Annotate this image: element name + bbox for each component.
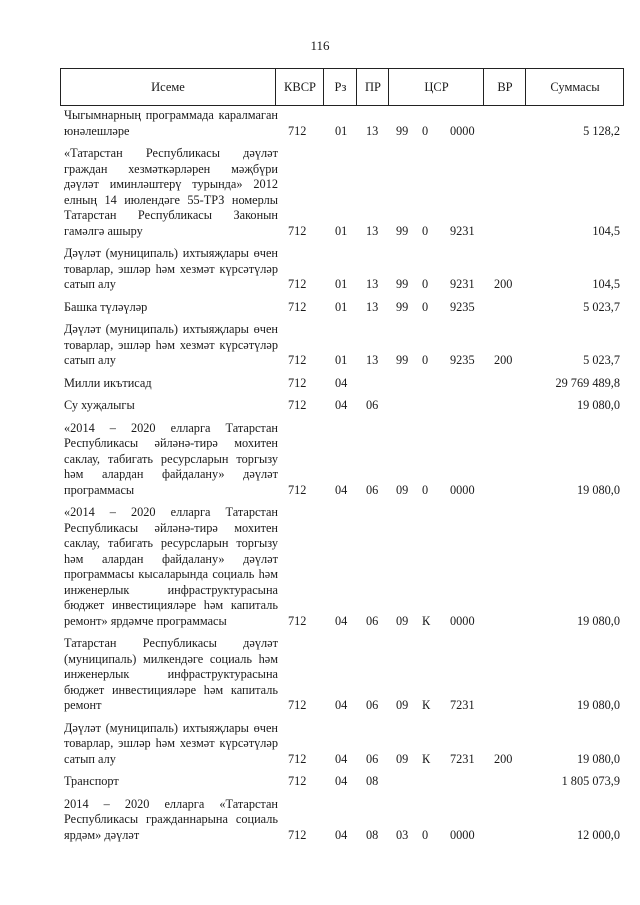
- cell-kvsr: 712: [288, 751, 307, 766]
- table-row: [60, 146, 624, 239]
- cell-rz: 04: [335, 375, 348, 390]
- cell-csr3: 0000: [450, 123, 475, 138]
- cell-rz: 04: [335, 827, 348, 842]
- row-name: 2014 – 2020 елларга «Татарстан Республикасы гражданнарына социаль ярдәм» дәүләт: [64, 796, 278, 842]
- cell-kvsr: 712: [288, 482, 307, 497]
- cell-csr1: 09: [396, 751, 409, 766]
- row-name: «Татарстан Республикасы дәүләт граждан хезмәткәрләрен мәҗбүри дәүләт иминләштерү турында» 2012 елның 14 июлендәге 55-ТРЗ номерлы Татарстан Республикасы Законын гамәлгә ашыру: [64, 146, 278, 238]
- cell-pr: 08: [366, 774, 379, 788]
- cell-csr1: 99: [396, 353, 409, 367]
- cell-vr: 200: [494, 751, 513, 766]
- cell-csr1: 99: [396, 223, 409, 238]
- cell-kvsr: 712: [288, 613, 307, 628]
- cell-kvsr: 712: [288, 827, 307, 842]
- cell-sum: 12 000,0: [576, 827, 620, 842]
- cell-csr1: 03: [396, 827, 409, 842]
- cell-csr3: 0000: [450, 482, 475, 497]
- cell-kvsr: 712: [288, 123, 307, 138]
- cell-rz: 04: [335, 613, 348, 628]
- cell-sum: 19 080,0: [576, 613, 620, 628]
- cell-csr3: 0000: [450, 613, 475, 628]
- cell-sum: 104,5: [592, 223, 620, 238]
- cell-pr: 13: [366, 353, 379, 367]
- cell-csr3: 9235: [450, 299, 475, 314]
- cell-sum: 19 080,0: [576, 698, 620, 712]
- cell-csr3: 9231: [450, 223, 475, 238]
- cell-csr2: 0: [422, 123, 429, 138]
- cell-rz: 04: [335, 698, 348, 712]
- cell-pr: 13: [366, 299, 379, 314]
- cell-kvsr: 712: [288, 299, 307, 314]
- cell-pr: 13: [366, 223, 379, 238]
- cell-csr2: 0: [422, 299, 429, 314]
- header-vr: ВР: [483, 69, 526, 105]
- cell-csr3: 9235: [450, 353, 475, 367]
- row-name: Чыгымнарның программада каралмаган юнәлешләре: [64, 108, 278, 138]
- cell-kvsr: 712: [288, 277, 307, 291]
- header-kvsr: КВСР: [275, 69, 324, 105]
- cell-pr: 06: [366, 613, 379, 628]
- cell-pr: 08: [366, 827, 379, 842]
- cell-pr: 06: [366, 398, 379, 412]
- table-row: [60, 774, 624, 790]
- cell-sum: 5 128,2: [583, 123, 620, 138]
- cell-csr1: 09: [396, 698, 409, 712]
- cell-csr3: 0000: [450, 827, 475, 842]
- table-row: [60, 721, 624, 768]
- cell-rz: 01: [335, 277, 348, 291]
- page-number: 116: [310, 38, 330, 53]
- cell-sum: 19 080,0: [576, 398, 620, 412]
- cell-pr: 13: [366, 277, 379, 291]
- cell-sum: 19 080,0: [576, 482, 620, 497]
- cell-csr2: К: [422, 613, 431, 628]
- cell-kvsr: 712: [288, 353, 307, 367]
- cell-csr2: 0: [422, 223, 429, 238]
- row-name: Милли икътисад: [64, 375, 152, 390]
- cell-csr2: 0: [422, 277, 429, 291]
- row-name: «2014 – 2020 елларга Татарстан Республикасы әйләнә-тирә мохитен саклау, табигать ресурсларын торгызу һәм алардан файдалану» дәүләт программасы кысаларында социаль һәм инженерлык инфраструктурасына бюджет инвестицияләре һәм капиталь ремонт» ярдәмче программасы: [64, 505, 278, 628]
- cell-sum: 104,5: [592, 277, 620, 291]
- cell-csr3: 9231: [450, 277, 475, 291]
- row-name: Башка түләүләр: [64, 299, 148, 314]
- cell-csr1: 09: [396, 613, 409, 628]
- cell-kvsr: 712: [288, 698, 307, 712]
- header-csr: ЦСР: [388, 69, 484, 105]
- table-row: [60, 376, 624, 392]
- cell-csr3: 7231: [450, 751, 475, 766]
- cell-csr1: 99: [396, 299, 409, 314]
- cell-csr2: К: [422, 698, 431, 712]
- cell-pr: 13: [366, 123, 379, 138]
- row-name: Дәүләт (муниципаль) ихтыяҗлары өчен товарлар, эшләр һәм хезмәт күрсәтүләр сатып алу: [64, 322, 278, 367]
- row-name: Дәүләт (муниципаль) ихтыяҗлары өчен товарлар, эшләр һәм хезмәт күрсәтүләр сатып алу: [64, 246, 278, 291]
- row-name: Су хуҗалыгы: [64, 398, 135, 412]
- cell-rz: 04: [335, 774, 348, 788]
- cell-kvsr: 712: [288, 774, 307, 788]
- cell-csr2: 0: [422, 827, 429, 842]
- cell-vr: 200: [494, 277, 513, 291]
- cell-rz: 01: [335, 299, 348, 314]
- table-row: [60, 398, 624, 414]
- cell-sum: 19 080,0: [576, 751, 620, 766]
- table-row: [60, 322, 624, 369]
- cell-kvsr: 712: [288, 223, 307, 238]
- cell-csr3: 7231: [450, 698, 475, 712]
- header-sum: Суммасы: [525, 69, 624, 105]
- cell-pr: 06: [366, 698, 379, 712]
- row-name: Татарстан Республикасы дәүләт (муниципаль) милкендәге социаль һәм инженерлык инфраструктурасына бюджет инвестицияләре һәм капиталь ремонт: [64, 636, 278, 712]
- cell-pr: 06: [366, 751, 379, 766]
- cell-csr2: 0: [422, 482, 429, 497]
- table-header: [60, 68, 624, 106]
- table-row: [60, 797, 624, 844]
- header-rz: Рз: [323, 69, 357, 105]
- cell-csr2: К: [422, 751, 431, 766]
- cell-rz: 01: [335, 353, 348, 367]
- cell-sum: 5 023,7: [583, 299, 620, 314]
- cell-sum: 29 769 489,8: [555, 375, 620, 390]
- table-row: [60, 636, 624, 714]
- table-row: [60, 505, 624, 629]
- cell-rz: 04: [335, 482, 348, 497]
- row-name: «2014 – 2020 елларга Татарстан Республикасы әйләнә-тирә мохитен саклау, табигать ресурсларын торгызу һәм алардан файдалану» дәүләт программасы: [64, 420, 278, 497]
- cell-csr2: 0: [422, 353, 429, 367]
- table-body: [60, 108, 624, 850]
- cell-rz: 04: [335, 751, 348, 766]
- row-name: Дәүләт (муниципаль) ихтыяҗлары өчен товарлар, эшләр һәм хезмәт күрсәтүләр сатып алу: [64, 720, 278, 766]
- header-name: Исеме: [151, 80, 185, 94]
- cell-sum: 5 023,7: [583, 353, 620, 367]
- cell-sum: 1 805 073,9: [561, 774, 620, 788]
- table-row: [60, 300, 624, 316]
- cell-pr: 06: [366, 482, 379, 497]
- cell-csr1: 09: [396, 482, 409, 497]
- cell-kvsr: 712: [288, 398, 307, 412]
- cell-csr1: 99: [396, 277, 409, 291]
- table-row: [60, 246, 624, 293]
- cell-kvsr: 712: [288, 375, 307, 390]
- table-row: [60, 108, 624, 139]
- cell-vr: 200: [494, 353, 513, 367]
- header-pr: ПР: [356, 69, 389, 105]
- table-row: [60, 421, 624, 499]
- cell-rz: 04: [335, 398, 348, 412]
- cell-rz: 01: [335, 223, 348, 238]
- row-name: Транспорт: [64, 774, 119, 788]
- cell-rz: 01: [335, 123, 348, 138]
- cell-csr1: 99: [396, 123, 409, 138]
